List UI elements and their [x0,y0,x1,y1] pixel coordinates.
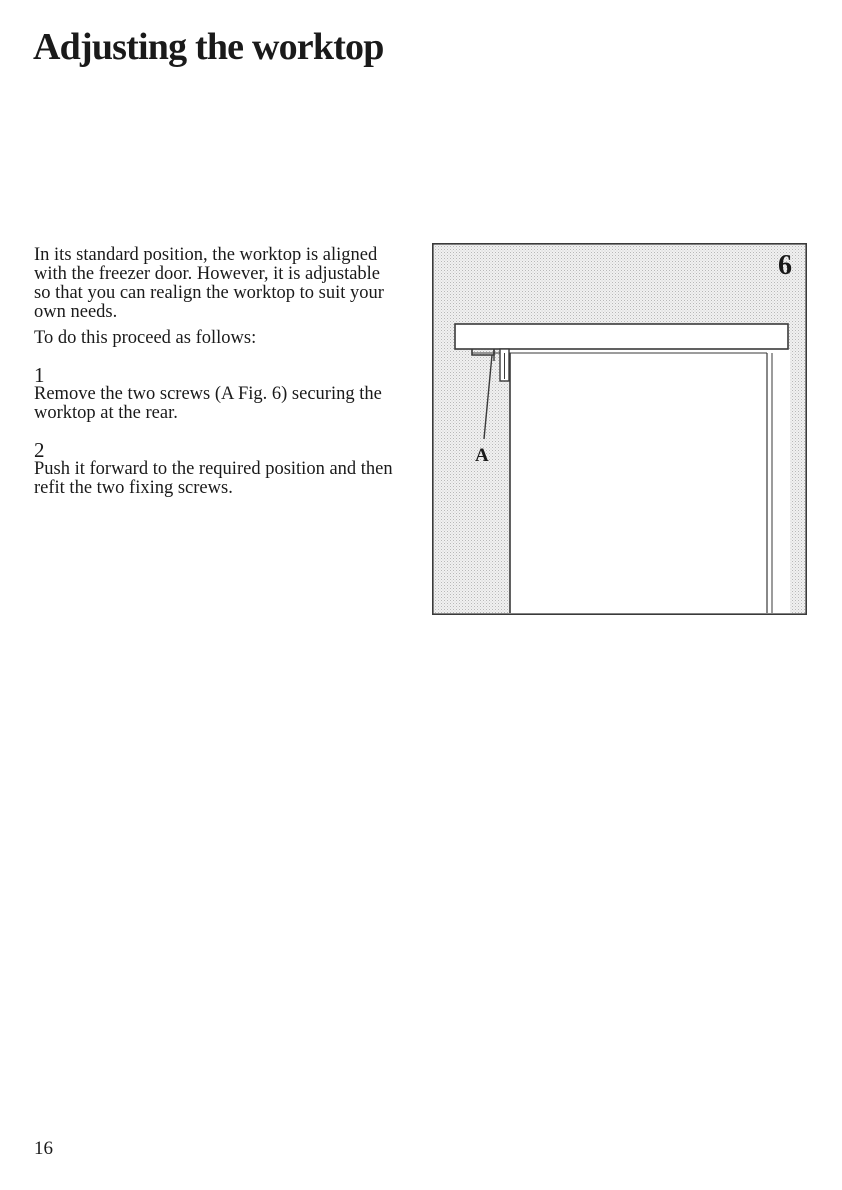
figure-number: 6 [778,250,792,281]
page-number: 16 [34,1138,53,1159]
worktop-figure [432,243,807,615]
step-text: Remove the two screws (A Fig. 6) securing the worktop at the rear. [34,384,382,423]
step-number: 1 [34,363,45,387]
page-title: Adjusting the worktop [33,26,384,68]
intro-paragraph: In its standard position, the worktop is aligned with the freezer door. However, it is adjustable so that you can realign the worktop to suit your own needs. [34,245,384,322]
appliance-front [510,349,790,613]
step-number: 2 [34,438,45,462]
proceed-paragraph: To do this proceed as follows: [34,328,257,348]
step-1 [34,365,404,423]
instructions-text [34,246,404,498]
step-2 [34,440,404,498]
worktop [455,324,788,349]
step-text: Push it forward to the required position and then refit the two fixing screws. [34,459,393,498]
callout-label-a: A [475,445,489,466]
